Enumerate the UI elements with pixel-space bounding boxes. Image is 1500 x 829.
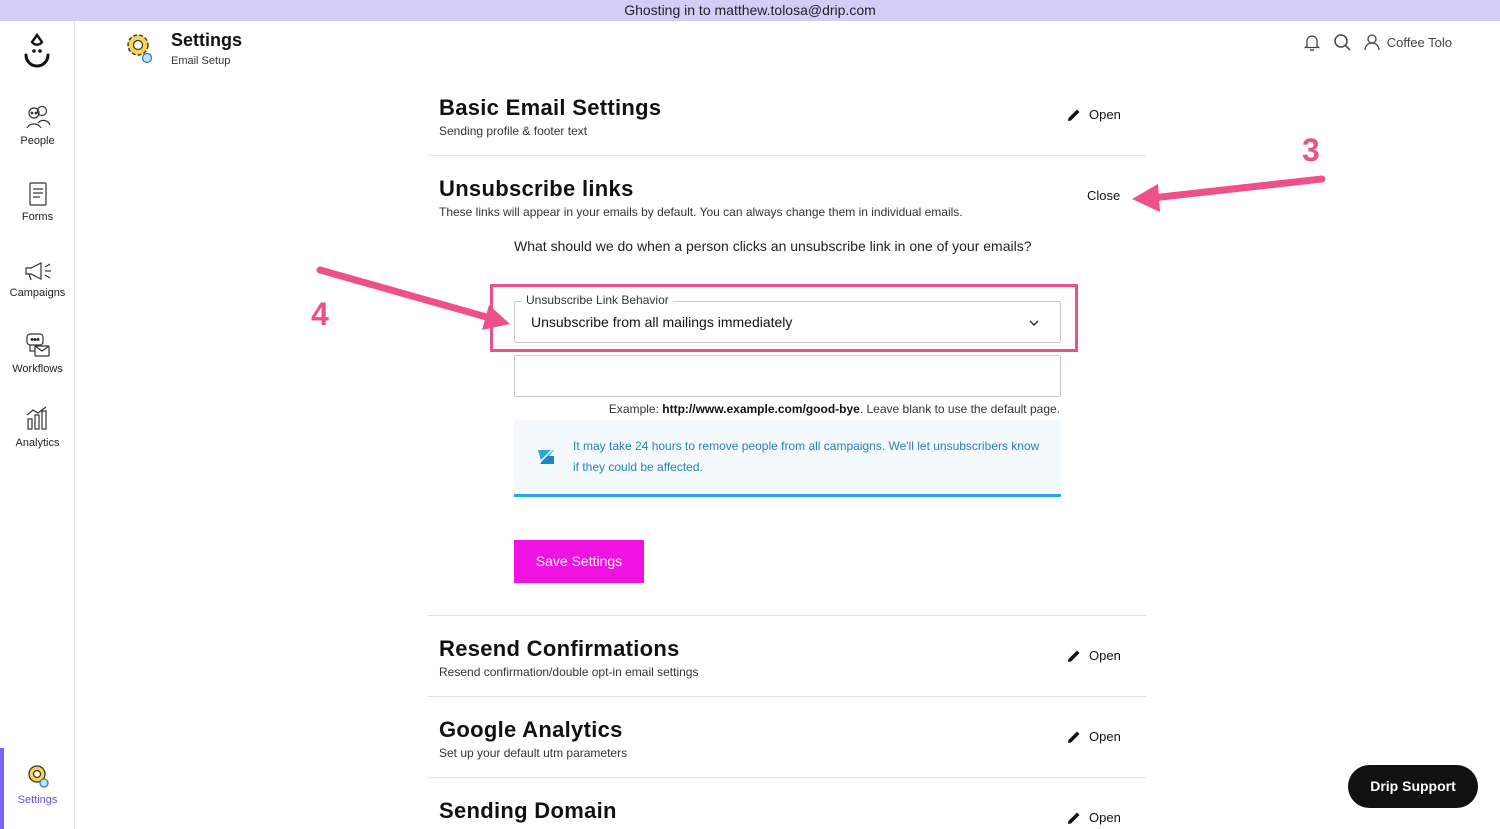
resend-subtitle: Resend confirmation/double opt-in email settings	[439, 665, 699, 679]
save-settings-button[interactable]: Save Settings	[514, 540, 644, 583]
analytics-title: Google Analytics	[439, 717, 623, 742]
example-suffix: . Leave blank to use the default page.	[859, 402, 1060, 416]
unsubscribe-title: Unsubscribe links	[439, 176, 634, 201]
notice-text: It may take 24 hours to remove people from all campaigns. We'll let unsubscribers know if they could be affected.	[573, 439, 1040, 474]
page-subtitle: Email Setup	[171, 55, 231, 67]
close-label: Close	[1087, 188, 1121, 203]
analytics-subtitle: Set up your default utm parameters	[439, 746, 628, 760]
open-label: Open	[1089, 729, 1121, 744]
example-url: http://www.example.com/good-bye	[662, 402, 860, 416]
annotation-number-3: 3	[1302, 132, 1320, 168]
resend-title: Resend Confirmations	[439, 636, 680, 661]
open-label: Open	[1089, 648, 1121, 663]
drip-support-button[interactable]: Drip Support	[1348, 765, 1478, 808]
sidebar-item-label: Forms	[21, 211, 54, 223]
select-value: Unsubscribe from all mailings immediately	[531, 314, 793, 330]
sidebar-item-label: Analytics	[15, 437, 60, 449]
annotation-number-4: 4	[311, 296, 329, 332]
select-label: Unsubscribe Link Behavior	[522, 293, 673, 307]
sidebar-item-label: Settings	[17, 794, 58, 806]
basic-settings-subtitle: Sending profile & footer text	[439, 124, 588, 138]
domain-title: Sending Domain	[439, 798, 617, 823]
open-label: Open	[1089, 810, 1121, 825]
unsubscribe-question: What should we do when a person clicks an unsubscribe link in one of your emails?	[514, 238, 1032, 254]
page-title: Settings	[171, 30, 243, 50]
arrow-3	[1132, 179, 1322, 212]
arrow-4	[320, 270, 510, 330]
sidebar-item-label: Campaigns	[9, 287, 66, 299]
open-label: Open	[1089, 107, 1121, 122]
account-name: Coffee Tolo	[1386, 34, 1452, 50]
basic-settings-title: Basic Email Settings	[439, 95, 662, 120]
unsubscribe-subtitle: These links will appear in your emails by default. You can always change them in individual emails.	[439, 205, 963, 219]
sidebar-item-label: Workflows	[12, 363, 63, 375]
sidebar-item-label: People	[20, 135, 55, 147]
example-prefix: Example:	[608, 402, 663, 416]
ghosting-banner: Ghosting in to matthew.tolosa@drip.com	[0, 0, 1500, 21]
